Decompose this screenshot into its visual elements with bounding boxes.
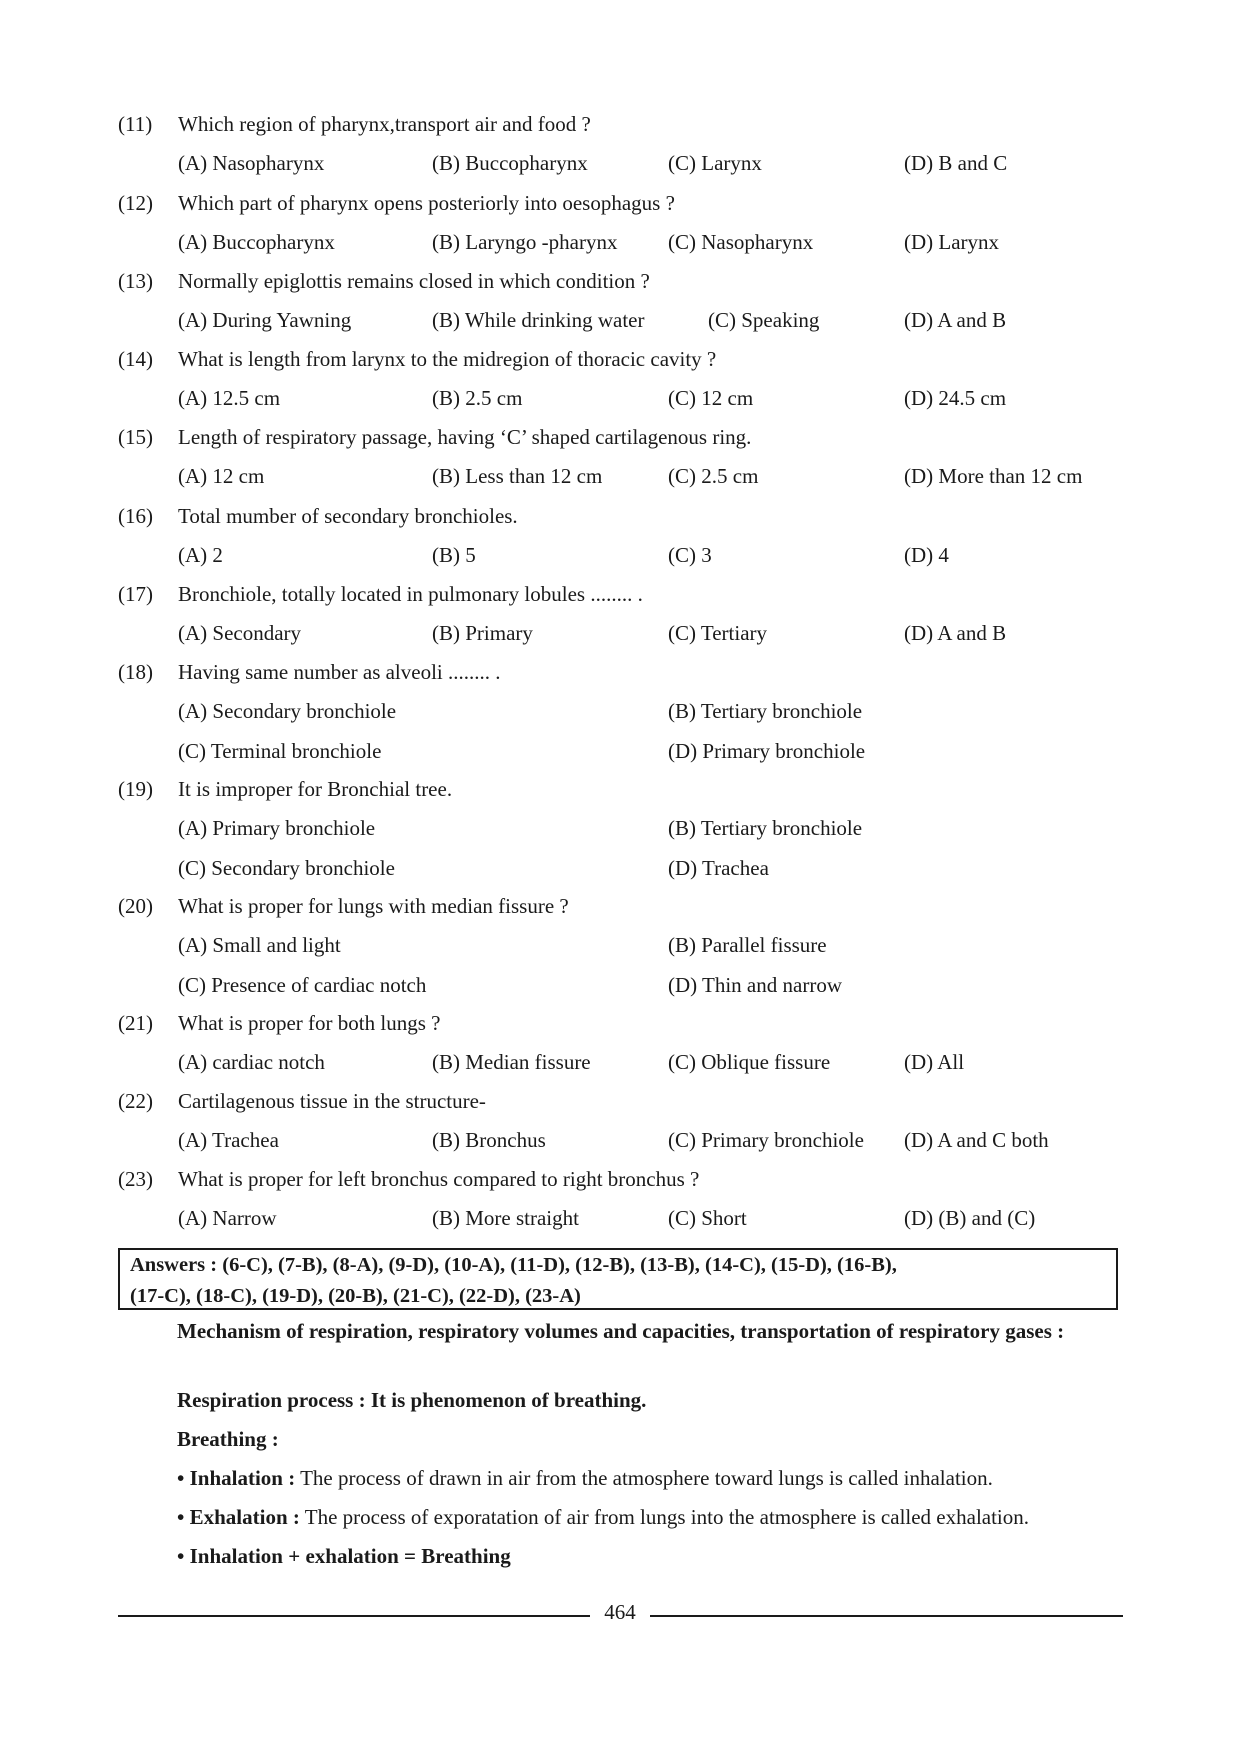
- option-a: (A) Buccopharynx: [178, 230, 335, 254]
- section-heading: Mechanism of respiration, respiratory volumes and capacities, transportation of respiratory gases :: [177, 1319, 1065, 1343]
- question-text: Length of respiratory passage, having ‘C’ shaped cartilagenous ring.: [178, 425, 752, 449]
- option-c: (C) 12 cm: [668, 386, 754, 410]
- option-c: (C) Presence of cardiac notch: [178, 973, 427, 997]
- option-d: (D) A and B: [904, 308, 1007, 332]
- option-c: (C) Tertiary: [668, 621, 768, 645]
- option-a: (A) 12 cm: [178, 464, 265, 488]
- option-a: (A) Secondary bronchiole: [178, 699, 397, 723]
- answer-key-box: [118, 1248, 1118, 1310]
- question-text: Bronchiole, totally located in pulmonary lobules ........ .: [178, 582, 643, 606]
- exhalation-text: The process of exporatation of air from lungs into the atmosphere is called exhalation.: [299, 1505, 1030, 1529]
- option-d: (D) A and C both: [904, 1128, 1049, 1152]
- option-b: (B) Parallel fissure: [668, 933, 827, 957]
- question-text: What is proper for left bronchus compared to right bronchus ?: [178, 1167, 700, 1191]
- option-d: (D) Larynx: [904, 230, 1000, 254]
- question-text: It is improper for Bronchial tree.: [178, 777, 453, 801]
- inhalation-label: • Inhalation :: [177, 1466, 296, 1490]
- option-d: (D) Primary bronchiole: [668, 739, 866, 763]
- option-d: (D) 4: [904, 543, 949, 567]
- question-text: What is proper for both lungs ?: [178, 1011, 441, 1035]
- option-b: (B) Laryngo -pharynx: [432, 230, 618, 254]
- question-21: [118, 1011, 1128, 1091]
- option-d: (D) A and B: [904, 621, 1007, 645]
- question-number: (21): [118, 1011, 153, 1035]
- option-a: (A) During Yawning: [178, 308, 352, 332]
- question-text: What is length from larynx to the midregion of thoracic cavity ?: [178, 347, 717, 371]
- exhalation-label: • Exhalation :: [177, 1505, 300, 1529]
- option-b: (B) Bronchus: [432, 1128, 546, 1152]
- question-19: [118, 777, 1128, 897]
- question-text: Which region of pharynx,transport air and food ?: [178, 112, 591, 136]
- inhalation-bullet: [177, 1466, 993, 1491]
- question-number: (22): [118, 1089, 153, 1113]
- question-12: [118, 191, 1128, 271]
- option-d: (D) Thin and narrow: [668, 973, 842, 997]
- answer-key-line-1: Answers : (6-C), (7-B), (8-A), (9-D), (10-A), (11-D), (12-B), (13-B), (14-C), (15-D), (16-B),: [130, 1254, 897, 1276]
- question-number: (17): [118, 582, 153, 606]
- question-number: (18): [118, 660, 153, 684]
- footer-rule-left: [118, 1615, 590, 1617]
- option-c: (C) Speaking: [708, 308, 820, 332]
- option-d: (D) More than 12 cm: [904, 464, 1083, 488]
- option-c: (C) Secondary bronchiole: [178, 856, 395, 880]
- question-17: [118, 582, 1128, 662]
- option-a: (A) Secondary: [178, 621, 302, 645]
- option-b: (B) More straight: [432, 1206, 579, 1230]
- option-d: (D) All: [904, 1050, 965, 1074]
- option-a: (A) Narrow: [178, 1206, 277, 1230]
- option-b: (B) Primary: [432, 621, 533, 645]
- question-11: [118, 112, 1128, 192]
- answer-key-line-2: (17-C), (18-C), (19-D), (20-B), (21-C), (22-D), (23-A): [130, 1285, 581, 1307]
- question-text: Having same number as alveoli ........ .: [178, 660, 501, 684]
- option-c: (C) Short: [668, 1206, 747, 1230]
- option-a: (A) Trachea: [178, 1128, 279, 1152]
- question-15: [118, 425, 1128, 505]
- option-a: (A) cardiac notch: [178, 1050, 325, 1074]
- option-d: (D) B and C: [904, 151, 1008, 175]
- question-number: (11): [118, 112, 153, 136]
- option-b: (B) Median fissure: [432, 1050, 591, 1074]
- question-number: (20): [118, 894, 153, 918]
- page-number: 464: [604, 1600, 636, 1624]
- question-20: [118, 894, 1128, 1014]
- option-a: (A) 2: [178, 543, 223, 567]
- question-14: [118, 347, 1128, 427]
- question-22: [118, 1089, 1128, 1169]
- option-b: (B) While drinking water: [432, 308, 645, 332]
- option-c: (C) 3: [668, 543, 712, 567]
- question-number: (15): [118, 425, 153, 449]
- option-b: (B) 2.5 cm: [432, 386, 523, 410]
- option-d: (D) (B) and (C): [904, 1206, 1036, 1230]
- footer-rule-right: [650, 1615, 1123, 1617]
- exhalation-bullet: [177, 1505, 1029, 1530]
- question-text: Normally epiglottis remains closed in which condition ?: [178, 269, 650, 293]
- question-number: (12): [118, 191, 153, 215]
- option-b: (B) Tertiary bronchiole: [668, 816, 863, 840]
- option-a: (A) 12.5 cm: [178, 386, 281, 410]
- option-b: (B) Tertiary bronchiole: [668, 699, 863, 723]
- question-number: (14): [118, 347, 153, 371]
- question-text: Which part of pharynx opens posteriorly into oesophagus ?: [178, 191, 675, 215]
- respiration-definition: Respiration process : It is phenomenon of breathing.: [177, 1388, 647, 1412]
- question-number: (19): [118, 777, 153, 801]
- option-c: (C) Oblique fissure: [668, 1050, 831, 1074]
- question-number: (13): [118, 269, 153, 293]
- option-b: (B) Less than 12 cm: [432, 464, 603, 488]
- option-c: (C) Nasopharynx: [668, 230, 814, 254]
- question-text: Cartilagenous tissue in the structure-: [178, 1089, 486, 1113]
- question-number: (23): [118, 1167, 153, 1191]
- option-a: (A) Primary bronchiole: [178, 816, 376, 840]
- option-c: (C) Terminal bronchiole: [178, 739, 382, 763]
- option-b: (B) Buccopharynx: [432, 151, 588, 175]
- option-c: (C) Primary bronchiole: [668, 1128, 864, 1152]
- breathing-heading: Breathing :: [177, 1427, 279, 1451]
- question-16: [118, 504, 1128, 584]
- option-b: (B) 5: [432, 543, 476, 567]
- option-d: (D) Trachea: [668, 856, 769, 880]
- option-d: (D) 24.5 cm: [904, 386, 1007, 410]
- breathing-formula: • Inhalation + exhalation = Breathing: [177, 1544, 511, 1568]
- option-a: (A) Small and light: [178, 933, 341, 957]
- question-number: (16): [118, 504, 153, 528]
- question-23: [118, 1167, 1128, 1247]
- question-18: [118, 660, 1128, 780]
- option-c: (C) 2.5 cm: [668, 464, 759, 488]
- question-text: What is proper for lungs with median fissure ?: [178, 894, 569, 918]
- inhalation-text: The process of drawn in air from the atmosphere toward lungs is called inhalation.: [295, 1466, 993, 1490]
- question-13: [118, 269, 1128, 349]
- option-c: (C) Larynx: [668, 151, 762, 175]
- option-a: (A) Nasopharynx: [178, 151, 325, 175]
- question-text: Total mumber of secondary bronchioles.: [178, 504, 518, 528]
